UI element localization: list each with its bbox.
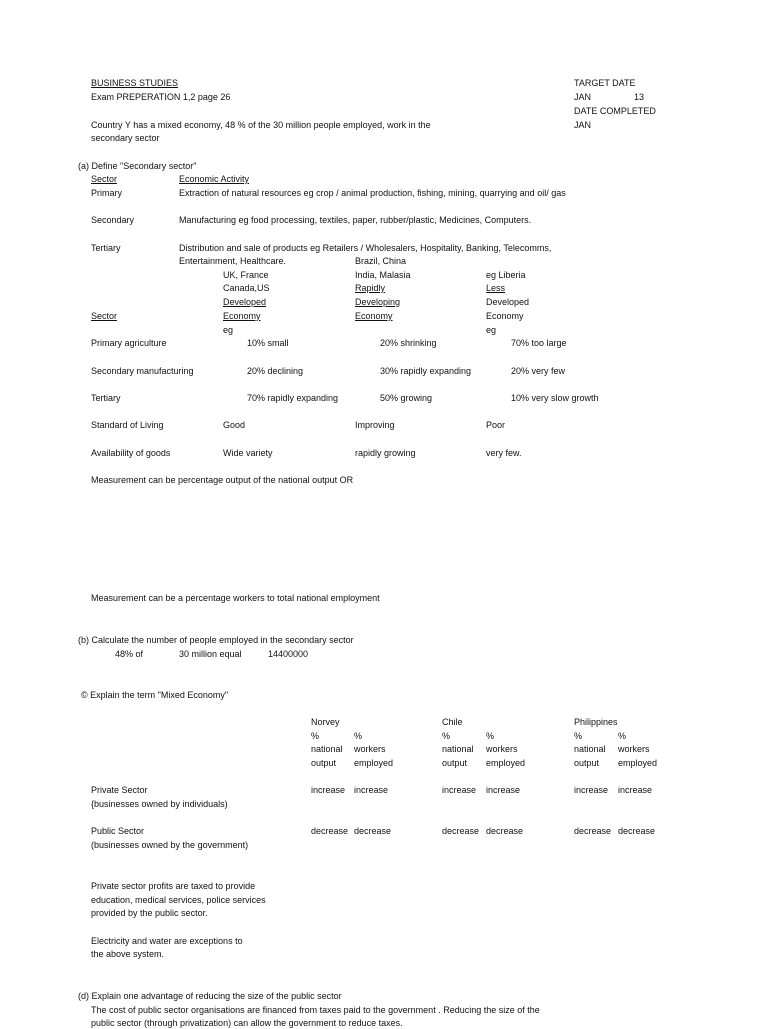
- developed-examples-2: Canada,US: [223, 283, 270, 293]
- comparison-row-less-developed: 10% very slow growth: [511, 393, 599, 403]
- intro-line-1: Country Y has a mixed economy, 48 % of the 30 million people employed, work in the: [91, 120, 431, 130]
- question-d: (d) Explain one advantage of reducing the size of the public sector: [78, 991, 342, 1001]
- public-sector-desc: (businesses owned by the government): [91, 840, 249, 850]
- question-a: (a) Define "Secondary sector": [78, 161, 197, 171]
- developed-heading-3: eg: [223, 325, 234, 335]
- date-completed-label: DATE COMPLETED: [574, 106, 656, 116]
- target-date-month: JAN: [574, 92, 592, 102]
- question-c: © Explain the term "Mixed Economy": [81, 690, 229, 700]
- comparison-row-label: Secondary manufacturing: [91, 366, 194, 376]
- less-developed-heading-2: Developed: [486, 297, 530, 307]
- developing-examples: Brazil, China: [355, 256, 407, 266]
- public-sector-label: Public Sector: [91, 826, 145, 836]
- col-activity-header: Economic Activity: [179, 174, 250, 184]
- comparison-row-developed: 10% small: [247, 338, 289, 348]
- comparison-row-less-developed: Poor: [486, 420, 506, 430]
- private-value: increase: [354, 785, 389, 795]
- calc-base: 30 million equal: [179, 649, 242, 659]
- note-taxes-line: Private sector profits are taxed to provide: [91, 881, 256, 891]
- developing-examples-2: India, Malasia: [355, 270, 411, 280]
- comparison-row-developed: Wide variety: [223, 448, 273, 458]
- developed-examples: UK, France: [223, 270, 269, 280]
- comparison-row-label: Tertiary: [91, 393, 121, 403]
- measurement-note-2: Measurement can be a percentage workers to total national employment: [91, 593, 380, 603]
- note-exceptions-line: the above system.: [91, 949, 165, 959]
- row-sector-tertiary: Tertiary: [91, 243, 121, 253]
- comparison-row-less-developed: 20% very few: [511, 366, 566, 376]
- comparison-row-developed: 70% rapidly expanding: [247, 393, 339, 403]
- subheader-output: national: [574, 744, 606, 754]
- private-sector-desc: {businesses owned by individuals): [91, 799, 228, 809]
- comparison-row-developing: rapidly growing: [355, 448, 416, 458]
- developing-heading-3: Economy: [355, 311, 393, 321]
- target-date-day: 13: [634, 92, 645, 102]
- date-completed-month: JAN: [574, 120, 592, 130]
- col-sector-header: Sector: [91, 174, 118, 184]
- note-taxes-line: education, medical services, police services: [91, 895, 266, 905]
- comparison-row-developing: 30% rapidly expanding: [380, 366, 472, 376]
- comparison-row-developing: 20% shrinking: [380, 338, 437, 348]
- country-header: Philippines: [574, 717, 618, 727]
- country-header: Norvey: [311, 717, 340, 727]
- comparison-row-less-developed: 70% too large: [511, 338, 567, 348]
- comparison-row-less-developed: very few.: [486, 448, 522, 458]
- subheader-workers: %: [486, 731, 495, 741]
- measurement-note-1: Measurement can be percentage output of the national output OR: [91, 475, 354, 485]
- private-value: increase: [618, 785, 653, 795]
- answer-d-line-2: public sector (through privatization) can allow the government to reduce taxes.: [91, 1018, 403, 1028]
- less-developed-heading-3: Economy: [486, 311, 524, 321]
- intro-line-2: secondary sector: [91, 133, 160, 143]
- row-activity-tertiary: Distribution and sale of products eg Retailers / Wholesalers, Hospitality, Banking, Telecomms,: [179, 243, 552, 253]
- country-header: Chile: [442, 717, 463, 727]
- less-developed-examples: eg Liberia: [486, 270, 526, 280]
- less-developed-heading-4: eg: [486, 325, 497, 335]
- target-date-label: TARGET DATE: [574, 78, 636, 88]
- subheader-workers: workers: [486, 744, 518, 754]
- comparison-row-developing: 50% growing: [380, 393, 433, 403]
- developing-heading: Rapidly: [355, 283, 386, 293]
- subheader-output: output: [311, 758, 337, 768]
- note-taxes-line: provided by the public sector.: [91, 908, 208, 918]
- subject-title: BUSINESS STUDIES: [91, 78, 179, 88]
- calc-result: 14400000: [268, 649, 309, 659]
- row-sector-secondary: Secondary: [91, 215, 135, 225]
- less-developed-heading: Less: [486, 283, 506, 293]
- public-value: decrease: [574, 826, 612, 836]
- subheader-output: output: [442, 758, 468, 768]
- developing-heading-2: Developing: [355, 297, 401, 307]
- row-sector-primary: Primary: [91, 188, 122, 198]
- subheader-output: output: [574, 758, 600, 768]
- subheader-workers: workers: [618, 744, 650, 754]
- subheader-workers: %: [618, 731, 627, 741]
- subheader-workers: %: [354, 731, 363, 741]
- public-value: decrease: [311, 826, 349, 836]
- comparison-row-developed: 20% declining: [247, 366, 304, 376]
- comparison-row-label: Primary agriculture: [91, 338, 167, 348]
- comparison-row-developing: Improving: [355, 420, 395, 430]
- exam-reference: Exam PREPERATION 1,2 page 26: [91, 92, 231, 102]
- public-value: decrease: [354, 826, 392, 836]
- comparison-sector-label: Sector: [91, 311, 118, 321]
- row-activity-tertiary-line2: Entertainment, Healthcare.: [179, 256, 287, 266]
- row-activity-primary: Extraction of natural resources eg crop / animal production, fishing, mining, quarrying and oil/ gas: [179, 188, 566, 198]
- subheader-output: national: [311, 744, 343, 754]
- comparison-row-developed: Good: [223, 420, 246, 430]
- developed-heading: Developed: [223, 297, 267, 307]
- subheader-output: %: [311, 731, 320, 741]
- subheader-output: national: [442, 744, 474, 754]
- private-value: increase: [442, 785, 477, 795]
- question-b: (b) Calculate the number of people employed in the secondary sector: [78, 635, 354, 645]
- private-value: increase: [486, 785, 521, 795]
- developed-heading-2: Economy: [223, 311, 261, 321]
- note-exceptions-line: Electricity and water are exceptions to: [91, 936, 243, 946]
- private-sector-label: Private Sector: [91, 785, 148, 795]
- public-value: decrease: [486, 826, 524, 836]
- public-value: decrease: [442, 826, 480, 836]
- subheader-workers: employed: [354, 758, 394, 768]
- answer-d-line-1: The cost of public sector organisations are financed from taxes paid to the government . Reducing the size of the: [91, 1005, 540, 1015]
- private-value: increase: [574, 785, 609, 795]
- calc-percentage: 48% of: [115, 649, 144, 659]
- subheader-workers: employed: [486, 758, 526, 768]
- subheader-output: %: [574, 731, 583, 741]
- public-value: decrease: [618, 826, 656, 836]
- subheader-workers: workers: [354, 744, 386, 754]
- private-value: increase: [311, 785, 346, 795]
- subheader-output: %: [442, 731, 451, 741]
- subheader-workers: employed: [618, 758, 658, 768]
- comparison-row-label: Standard of Living: [91, 420, 164, 430]
- row-activity-secondary: Manufacturing eg food processing, textiles, paper, rubber/plastic, Medicines, Computers.: [179, 215, 532, 225]
- comparison-row-label: Availability of goods: [91, 448, 171, 458]
